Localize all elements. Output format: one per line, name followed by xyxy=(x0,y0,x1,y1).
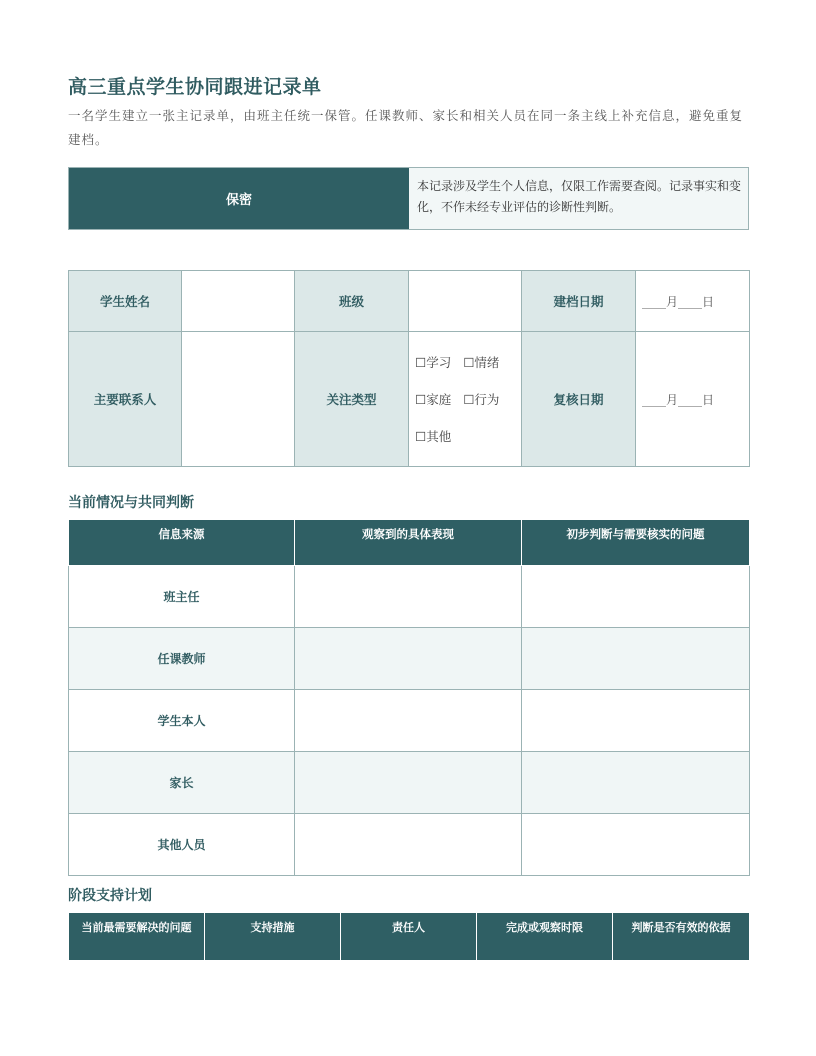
focus-checkbox-study[interactable]: ☐学习 xyxy=(415,354,452,370)
observation-cell[interactable] xyxy=(295,628,522,690)
focus-checkbox-family[interactable]: ☐家庭 xyxy=(415,391,452,407)
judgement-cell[interactable] xyxy=(522,566,750,628)
current-situation-table xyxy=(68,519,750,876)
student-info-table xyxy=(68,270,750,467)
header-problem: 当前最需要解决的问题 xyxy=(69,913,205,961)
header-deadline: 完成或观察时限 xyxy=(477,913,613,961)
section-title-plan: 阶段支持计划 xyxy=(68,888,152,904)
student-name-label: 学生姓名 xyxy=(69,271,182,332)
confidential-notice xyxy=(68,167,749,230)
confidential-label: 保密 xyxy=(69,168,409,229)
class-field[interactable] xyxy=(409,271,522,332)
file-date-field[interactable]: ____月____日 xyxy=(636,271,750,332)
contact-label: 主要联系人 xyxy=(69,332,182,467)
focus-checkbox-other[interactable]: ☐其他 xyxy=(415,428,452,444)
section-title-current: 当前情况与共同判断 xyxy=(68,495,194,511)
focus-checkbox-emotion[interactable]: ☐情绪 xyxy=(463,354,500,370)
intro-text: 一名学生建立一张主记录单，由班主任统一保管。任课教师、家长和相关人员在同一条主线上补充信息，避免重复建档。 xyxy=(68,108,744,147)
focus-type-options xyxy=(409,332,522,467)
support-plan-table xyxy=(68,912,750,961)
header-measures: 支持措施 xyxy=(205,913,341,961)
student-name-field[interactable] xyxy=(182,271,295,332)
class-label: 班级 xyxy=(295,271,409,332)
observation-cell[interactable] xyxy=(295,690,522,752)
header-owner: 责任人 xyxy=(341,913,477,961)
row-source-label: 任课教师 xyxy=(69,628,295,690)
judgement-cell[interactable] xyxy=(522,814,750,876)
review-date-label: 复核日期 xyxy=(522,332,636,467)
judgement-cell[interactable] xyxy=(522,690,750,752)
judgement-cell[interactable] xyxy=(522,752,750,814)
header-observation: 观察到的具体表现 xyxy=(295,520,522,566)
focus-checkbox-behavior[interactable]: ☐行为 xyxy=(463,391,500,407)
row-source-label: 家长 xyxy=(69,752,295,814)
focus-type-label: 关注类型 xyxy=(295,332,409,467)
header-evidence: 判断是否有效的依据 xyxy=(613,913,750,961)
observation-cell[interactable] xyxy=(295,814,522,876)
observation-cell[interactable] xyxy=(295,566,522,628)
row-source-label: 学生本人 xyxy=(69,690,295,752)
row-source-label: 班主任 xyxy=(69,566,295,628)
page-title: 高三重点学生协同跟进记录单 xyxy=(68,76,322,98)
confidential-text: 本记录涉及学生个人信息，仅限工作需要查阅。记录事实和变化，不作未经专业评估的诊断性判断。 xyxy=(409,168,748,229)
header-judgement: 初步判断与需要核实的问题 xyxy=(522,520,750,566)
header-source: 信息来源 xyxy=(69,520,295,566)
contact-field[interactable] xyxy=(182,332,295,467)
judgement-cell[interactable] xyxy=(522,628,750,690)
observation-cell[interactable] xyxy=(295,752,522,814)
file-date-label: 建档日期 xyxy=(522,271,636,332)
review-date-field[interactable]: ____月____日 xyxy=(636,332,750,467)
row-source-label: 其他人员 xyxy=(69,814,295,876)
